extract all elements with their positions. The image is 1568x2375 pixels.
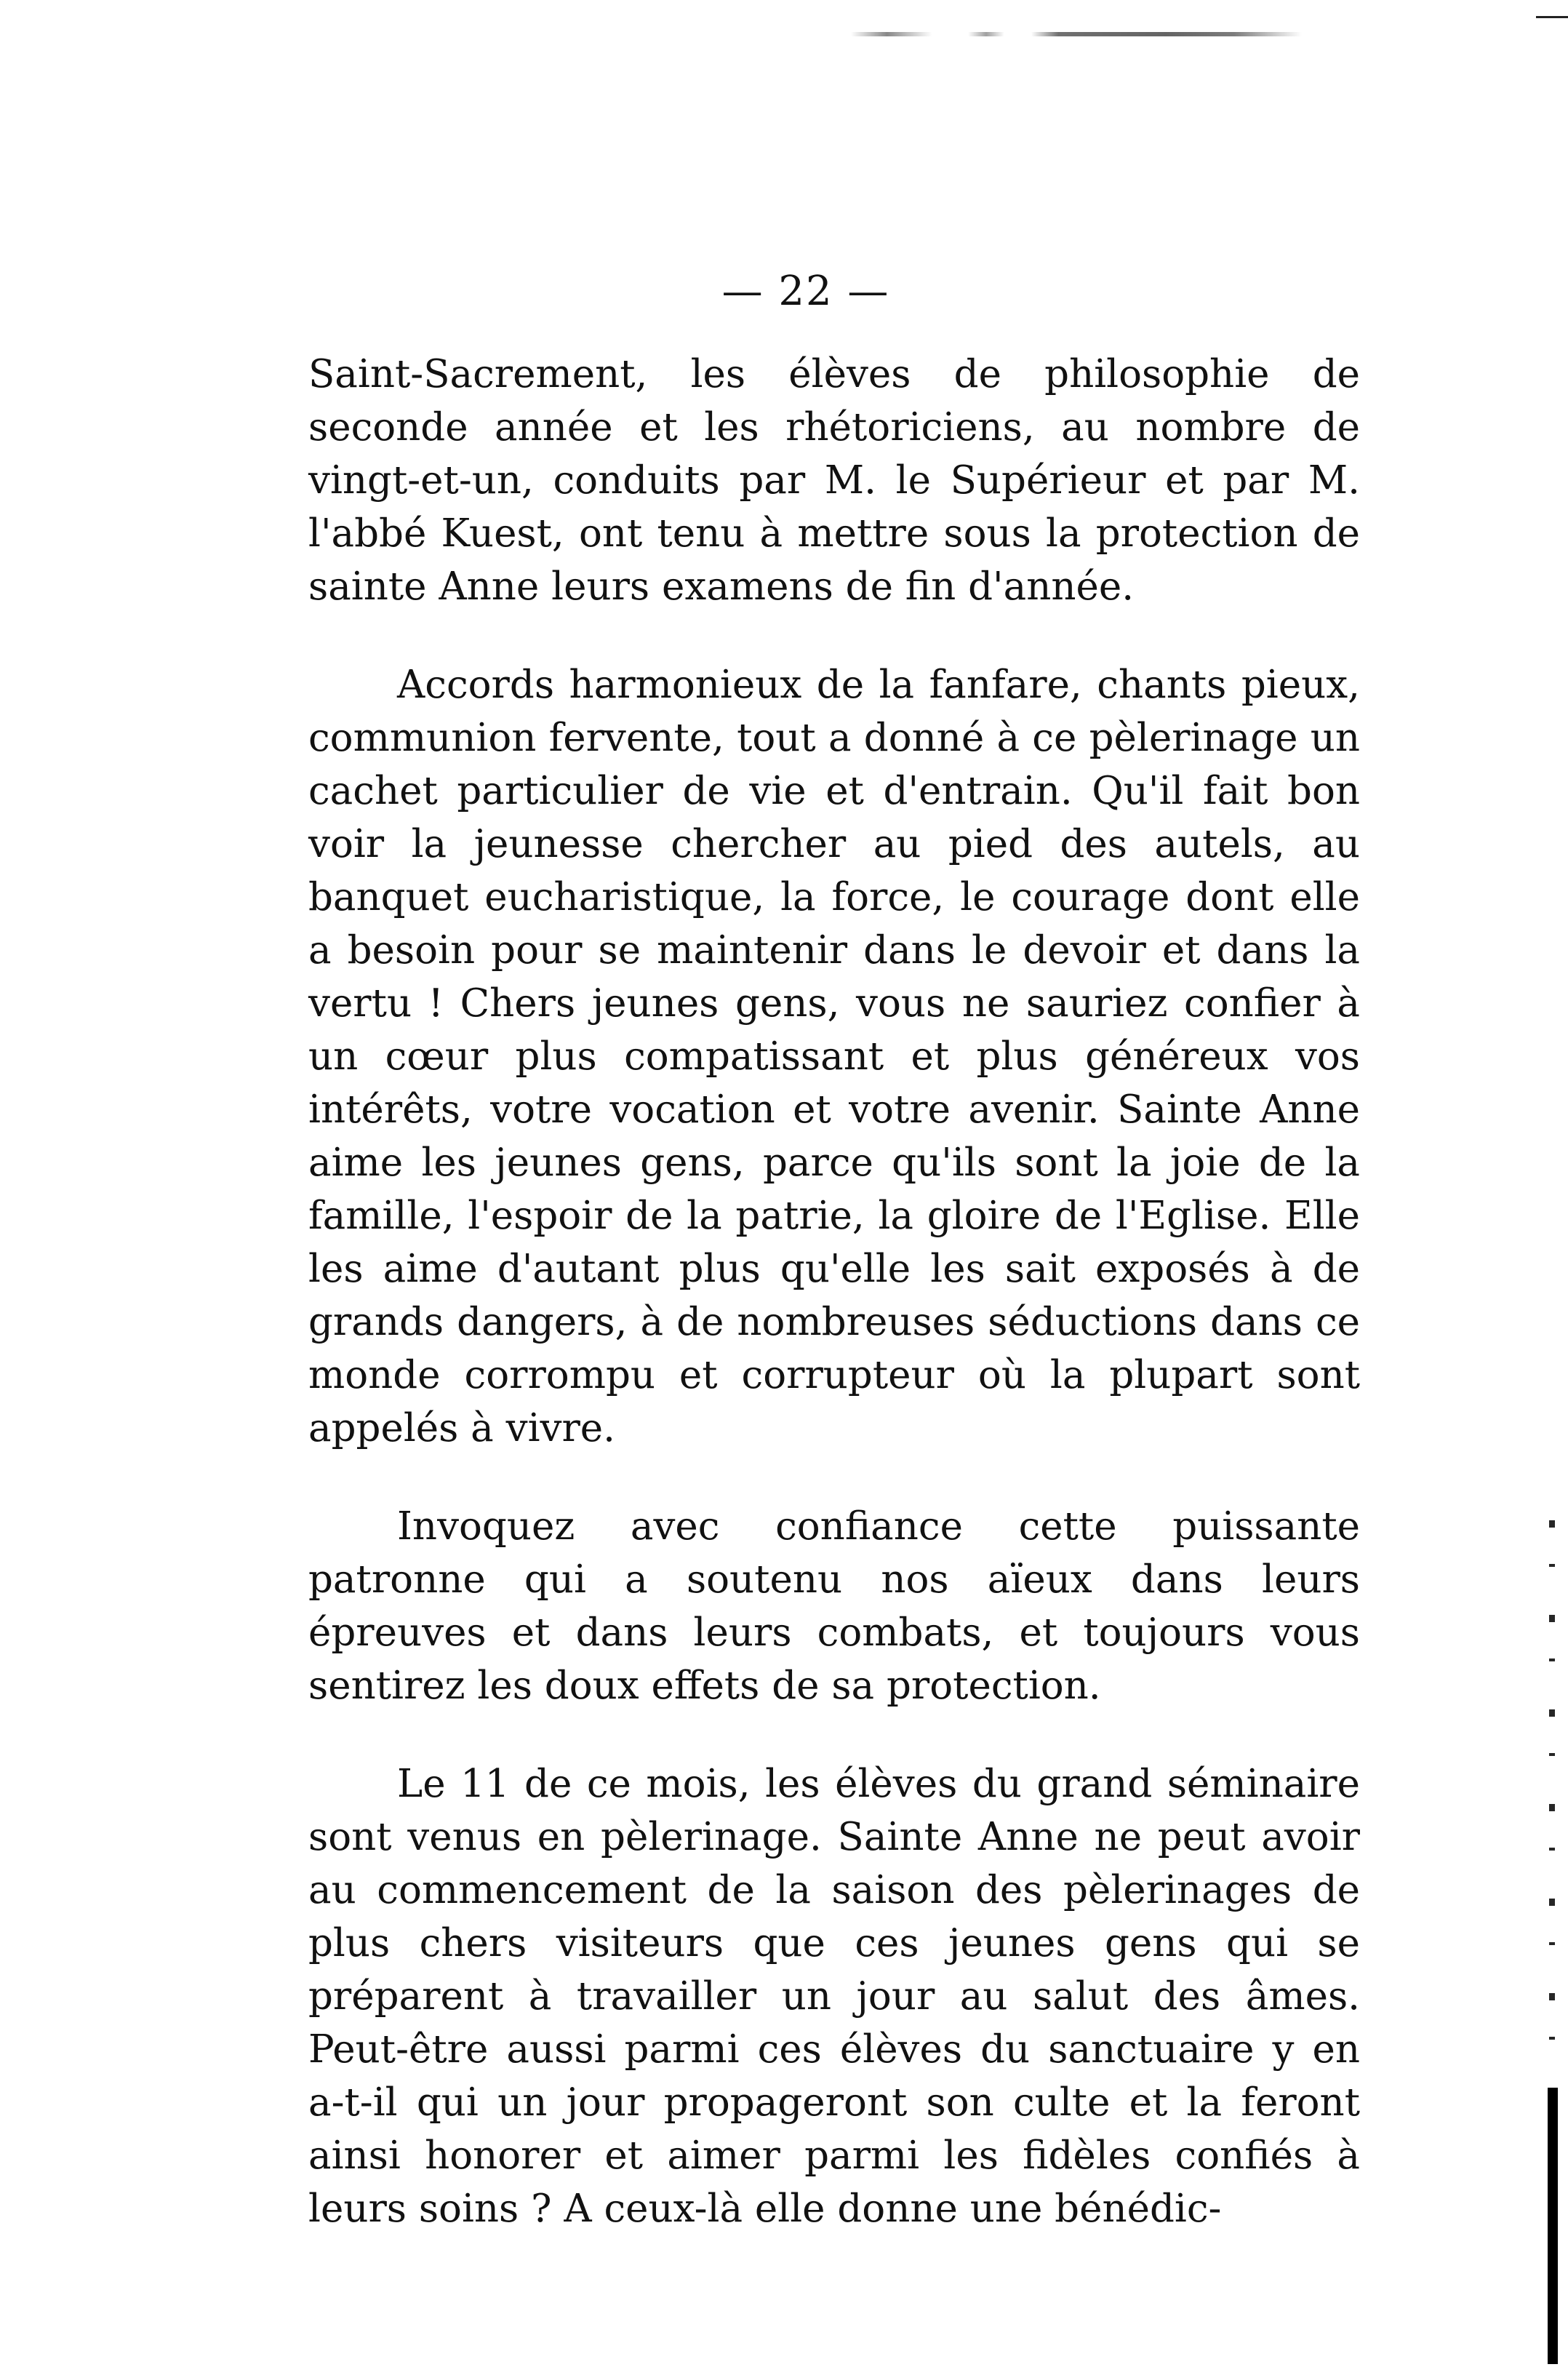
page-number: — 22 — — [721, 268, 890, 315]
body-text — [308, 348, 1360, 2235]
paragraph-1: Saint-Sacrement, les élèves de philosophie de seconde année et les rhétoriciens, au nombre de vingt-et-un, conduits par M. le Supérieur et par M. l'abbé Kuest, ont tenu à mettre sous la protection de sainte Anne leurs examens de fin d'année. — [308, 352, 1360, 609]
paragraph-2: Accords harmonieux de la fanfare, chants pieux, communion fervente, tout a donné à ce pèlerinage un cachet particulier de vie et d'entrain. Qu'il fait bon voir la jeunesse chercher au pied des autels, au banquet eucharistique, la force, le courage dont elle a besoin pour se maintenir dans le devoir et dans la vertu ! Chers jeunes gens, vous ne sauriez confier à un cœur plus compatissant et plus généreux vos intérêts, votre vocation et votre avenir. Sainte Anne aime les jeunes gens, parce qu'ils sont la joie de la famille, l'espoir de la patrie, la gloire de l'Eglise. Elle les aime d'autant plus qu'elle les sait exposés à de grands dangers, à de nombreuses séductions dans ce monde corrompu et corrupteur où la plupart sont appelés à vivre. — [308, 663, 1360, 1450]
paragraph-3: Invoquez avec confiance cette puissante patronne qui a soutenu nos aïeux dans leurs épreuves et dans leurs combats, et toujours vous sentirez les doux effets de sa protection. — [308, 1504, 1360, 1708]
scan-artifact-corner — [1536, 0, 1568, 18]
scan-artifact-edge-solid — [1548, 2088, 1558, 2364]
scan-artifact-top — [851, 32, 1302, 36]
paragraph-4: Le 11 de ce mois, les élèves du grand séminaire sont venus en pèlerinage. Sainte Anne ne peut avoir au commencement de la saison des pèlerinages de plus chers visiteurs que ces jeunes gens qui se préparent à travailler un jour au salut des âmes. Peut-être aussi parmi ces élèves du sanctuaire y en a-t-il qui un jour propageront son culte et la feront ainsi honorer et aimer parmi les fidèles confiés à leurs soins ? A ceux-là elle donne une bénédic- — [308, 1762, 1360, 2231]
